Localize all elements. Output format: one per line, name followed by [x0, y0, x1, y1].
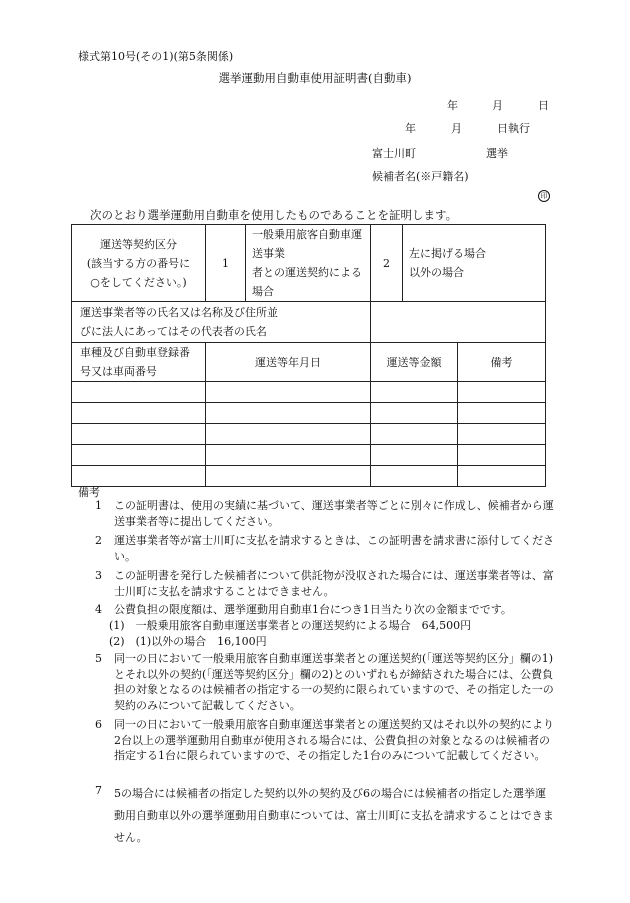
amount-cell[interactable]: [371, 382, 458, 403]
date-cell[interactable]: [206, 403, 371, 424]
notes-heading: 備考: [78, 486, 100, 499]
table-row: [72, 424, 546, 445]
table-row: [72, 382, 546, 403]
option-1-description: 一般乗用旅客自動車運送事業 者との運送契約による場合: [246, 225, 371, 302]
date-cell[interactable]: [206, 382, 371, 403]
operator-row: [72, 302, 546, 343]
remarks-cell[interactable]: [458, 424, 546, 445]
vehicle-cell[interactable]: [72, 445, 206, 466]
date-cell[interactable]: [206, 424, 371, 445]
note-3: [95, 568, 555, 599]
table-row: [72, 445, 546, 466]
note-text: この証明書を発行した候補者について供託物が没収された場合には、運送事業者等は、富士川町に支払を請求することはできません。: [114, 569, 554, 598]
document-title: 選挙運動用自動車使用証明書(自動車): [218, 71, 412, 85]
note-text: 5の場合には候補者の指定した契約以外の契約及び6の場合には候補者の指定した選挙運動用自動車以外の選挙運動用自動車については、富士川町に支払を請求することはできません。: [114, 787, 554, 844]
note-5: [95, 651, 555, 713]
option-1-number[interactable]: 1: [206, 225, 246, 302]
date-cell[interactable]: [206, 466, 371, 487]
operator-name-field[interactable]: [371, 302, 546, 343]
amount-cell[interactable]: [371, 403, 458, 424]
operator-label: 運送事業者等の氏名又は名称及び住所並 びに法人にあってはその代表者の氏名: [72, 302, 371, 343]
note-number: 6: [95, 718, 102, 731]
municipality-name: 富士川町: [372, 147, 416, 160]
date-day-label: 日: [538, 99, 549, 112]
note-2: [95, 533, 555, 564]
remarks-cell[interactable]: [458, 382, 546, 403]
note-text: 公費負担の限度額は、選挙運動用自動車1台につき1日当たり次の金額までです。: [114, 603, 512, 616]
note-number: 3: [95, 569, 102, 582]
note-text: 同一の日において一般乗用旅客自動車運送事業者との運送契約又はそれ以外の契約により2台以上の選挙運動用自動車が使用される場合には、公費負担の対象となるのは候補者の指定する1台に限られていますので、その指定した1台のみについて記載してください。: [114, 718, 554, 762]
usage-certificate-table: [71, 224, 546, 487]
column-header-row: [72, 343, 546, 382]
certification-statement: 次のとおり選挙運動用自動車を使用したものであることを証明します。: [90, 208, 458, 222]
contract-type-row: [72, 225, 546, 302]
election-year-label: 年: [405, 122, 416, 135]
note-4: [95, 602, 555, 618]
note-7: [95, 783, 555, 849]
transport-date-header: 運送等年月日: [206, 343, 371, 382]
note-text: この証明書は、使用の実績に基づいて、運送事業者等ごとに別々に作成し、候補者から運送事業者等に提出してください。: [114, 499, 554, 528]
amount-cell[interactable]: [371, 445, 458, 466]
note-4-item-2: (2) (1)以外の場合 16,100円: [109, 635, 267, 648]
date-year-label: 年: [447, 99, 458, 112]
vehicle-cell[interactable]: [72, 382, 206, 403]
seal-mark: 印: [538, 190, 550, 202]
election-month-label: 月: [451, 122, 462, 135]
table-row: [72, 403, 546, 424]
amount-cell[interactable]: [371, 424, 458, 445]
note-1: [95, 498, 555, 529]
contract-type-label: 運送等契約区分 (該当する方の番号に ○をしてください。): [72, 225, 206, 302]
option-2-description: 左に掲げる場合 以外の場合: [403, 225, 546, 302]
amount-cell[interactable]: [371, 466, 458, 487]
remarks-cell[interactable]: [458, 466, 546, 487]
remarks-cell[interactable]: [458, 403, 546, 424]
transport-amount-header: 運送等金額: [371, 343, 458, 382]
note-number: 7: [95, 784, 102, 797]
form-number: 様式第10号(その1)(第5条関係): [78, 50, 234, 63]
note-number: 1: [95, 499, 102, 512]
date-month-label: 月: [492, 99, 503, 112]
election-held-label: 日執行: [497, 122, 530, 135]
note-number: 5: [95, 652, 102, 665]
table-row: [72, 466, 546, 487]
date-cell[interactable]: [206, 445, 371, 466]
candidate-name-label: 候補者名(※戸籍名): [372, 170, 469, 183]
note-number: 4: [95, 603, 102, 616]
note-number: 2: [95, 534, 102, 547]
option-2-number[interactable]: 2: [371, 225, 403, 302]
note-4-item-1: (1) 一般乗用旅客自動車運送事業者との運送契約による場合 64,500円: [109, 619, 472, 632]
vehicle-cell[interactable]: [72, 424, 206, 445]
remarks-cell[interactable]: [458, 445, 546, 466]
remarks-header: 備考: [458, 343, 546, 382]
note-text: 同一の日において一般乗用旅客自動車運送事業者との運送契約(「運送等契約区分」欄の1)とそれ以外の契約(「運送等契約区分」欄の2)とのいずれもが締結された場合には、公費負担の対象となるのは候補者の指定する一の契約に限られていますので、その指定した一の契約のみについて記載してください。: [114, 652, 554, 712]
vehicle-cell[interactable]: [72, 403, 206, 424]
note-6: [95, 717, 555, 764]
vehicle-number-header: 車種及び自動車登録番 号又は車両番号: [72, 343, 206, 382]
note-text: 運送事業者等が富士川町に支払を請求するときは、この証明書を請求書に添付してください。: [114, 534, 554, 563]
election-label: 選挙: [486, 147, 508, 160]
